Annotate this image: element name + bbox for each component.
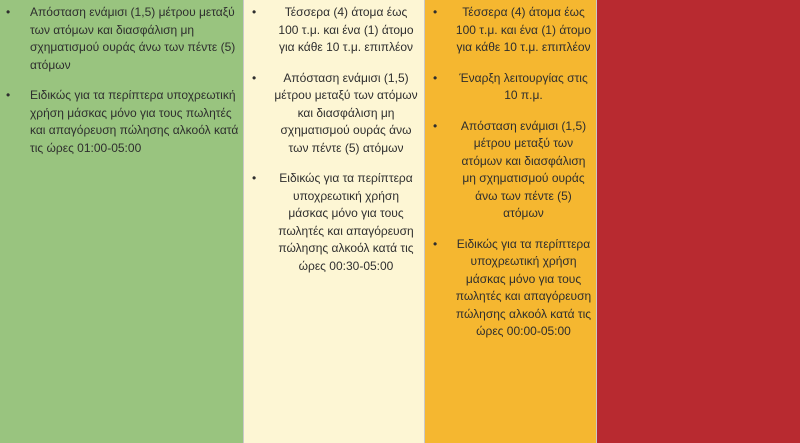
list-item	[0, 87, 243, 157]
measure-text: Τέσσερα (4) άτομα έως 100 τ.μ. και ένα (1) άτομο για κάθε 10 τ.μ. επιπλέον	[278, 5, 414, 54]
bullet-icon: •	[433, 5, 438, 19]
measure-text: Ειδικώς για τα περίπτερα υποχρεωτική χρήση μάσκας μόνο για τους πωλητές και απαγόρευση πώλησης αλκοόλ κατά τις ώρες 00:00-05:00	[455, 236, 592, 338]
measure-text: Ειδικώς για τα περίπτερα υποχρεωτική χρήση μάσκας μόνο για τους πωλητές και απαγόρευση πώλησης αλκοόλ κατά τις ώρες 01:00-05:00	[30, 88, 239, 155]
list-item	[425, 118, 596, 223]
list-item	[244, 170, 424, 275]
bullet-icon: •	[252, 70, 257, 85]
list-item	[244, 4, 424, 57]
green-measures-list	[0, 4, 243, 157]
cream-measures-list	[244, 4, 424, 275]
bullet-icon: •	[433, 70, 438, 85]
bullet-icon: •	[252, 171, 257, 185]
bullet-icon: •	[6, 88, 11, 102]
list-item	[425, 236, 596, 341]
measure-text: Απόσταση ενάμισι (1,5) μέτρου μεταξύ των ατόμων και διασφάλιση μη σχηματισμού ουράς άνω των πέντε (5) ατόμων	[274, 70, 418, 155]
list-item	[0, 4, 243, 74]
bullet-icon: •	[433, 118, 438, 133]
bullet-icon: •	[6, 5, 11, 19]
measure-text: Τέσσερα (4) άτομα έως 100 τ.μ. και ένα (1) άτομο για κάθε 10 τ.μ. επιπλέον	[455, 5, 592, 54]
bullet-icon: •	[433, 236, 438, 251]
green-level-column	[0, 0, 244, 443]
cream-level-column	[244, 0, 425, 443]
list-item	[425, 4, 596, 57]
list-item	[244, 70, 424, 158]
measure-text: Απόσταση ενάμισι (1,5) μέτρου μεταξύ των ατόμων και διασφάλιση μη σχηματισμού ουράς άνω των πέντε (5) ατόμων	[460, 118, 587, 220]
list-item	[425, 70, 596, 105]
orange-measures-list	[425, 4, 596, 341]
measure-text: Έναρξη λειτουργίας στις 10 π.μ.	[459, 70, 588, 102]
orange-level-column	[425, 0, 597, 443]
measure-text: Ειδικώς για τα περίπτερα υποχρεωτική χρήση μάσκας μόνο για τους πωλητές και απαγόρευση πώλησης αλκοόλ κατά τις ώρες 00:30-05:00	[278, 171, 414, 273]
red-level-column	[597, 0, 800, 443]
measure-text: Απόσταση ενάμισι (1,5) μέτρου μεταξύ των ατόμων και διασφάλιση μη σχηματισμού ουράς άνω των πέντε (5) ατόμων	[30, 5, 236, 72]
bullet-icon: •	[252, 5, 257, 19]
